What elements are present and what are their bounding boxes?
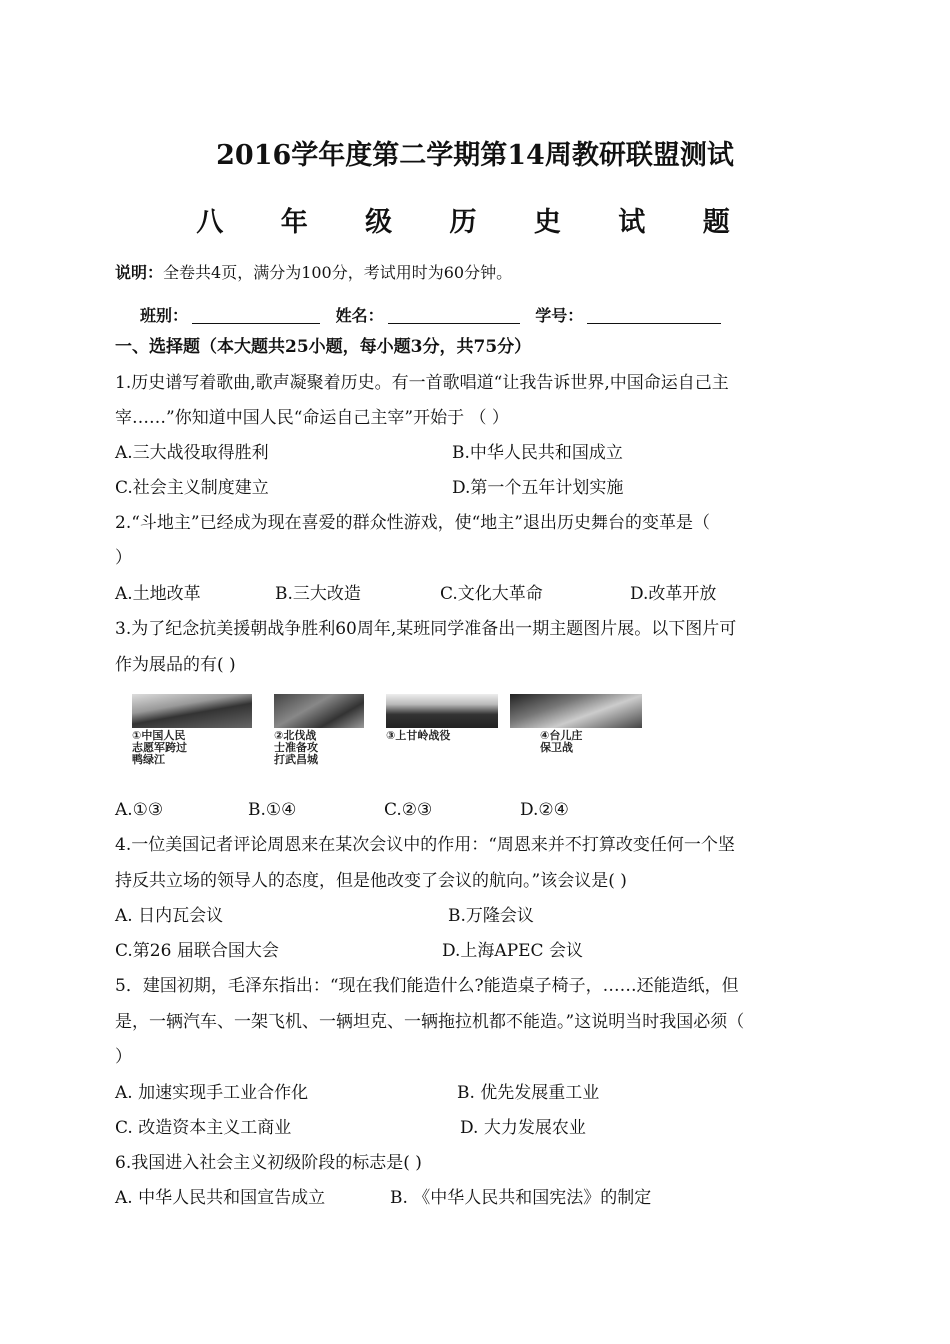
q3-line1: 3.为了纪念抗美援朝战争胜利60周年,某班同学准备出一期主题图片展。以下图片可 [115, 619, 737, 639]
exam-subtitle: 八 年 级 历 史 试 题 [196, 207, 754, 238]
q1-option-a: A.三大战役取得胜利 [115, 443, 269, 463]
q1-option-c: C.社会主义制度建立 [115, 478, 269, 498]
exam-title: 2016学年度第二学期第14周教研联盟测试 [216, 140, 734, 171]
q3-picture-3-caption: ③上甘岭战役 [386, 729, 451, 742]
q4-line1: 4.一位美国记者评论周恩来在某次会议中的作用：“周恩来并不打算改变任何一个坚 [115, 835, 735, 855]
q1-option-b: B.中华人民共和国成立 [452, 443, 623, 463]
q3-option-b: B.①④ [248, 800, 297, 820]
q6-option-b: B. 《中华人民共和国宪法》的制定 [390, 1188, 652, 1208]
instructions-text: 全卷共4页，满分为100分，考试用时为60分钟。 [163, 263, 513, 282]
q3-option-d: D.②④ [520, 800, 569, 820]
q5-line2: 是，一辆汽车、一架飞机、一辆坦克、一辆拖拉机都不能造。”这说明当时我国必须（ [115, 1012, 745, 1032]
q2-option-d: D.改革开放 [630, 584, 717, 604]
q2-option-b: B.三大改造 [275, 584, 361, 604]
id-field[interactable] [587, 307, 721, 324]
q4-option-c: C.第26 届联合国大会 [115, 941, 279, 961]
q1-option-d: D.第一个五年计划实施 [452, 478, 624, 498]
instructions [115, 262, 512, 284]
q4-option-b: B.万隆会议 [448, 906, 534, 926]
q3-picture-2 [274, 694, 364, 766]
q5-line3: ） [115, 1047, 132, 1067]
q3-picture-1 [132, 694, 252, 766]
q3-picture-strip [132, 694, 642, 764]
section-heading: 一、选择题（本大题共25小题，每小题3分，共75分） [115, 337, 532, 357]
class-label: 班别： [140, 306, 189, 325]
q5-line1: 5．建国初期，毛泽东指出：“现在我们能造什么?能造桌子椅子，……还能造纸，但 [115, 976, 739, 996]
name-label: 姓名： [335, 306, 384, 325]
q5-option-a: A. 加速实现手工业合作化 [115, 1083, 309, 1103]
q3-line2: 作为展品的有( ) [115, 655, 236, 675]
q6-option-a: A. 中华人民共和国宣告成立 [115, 1188, 326, 1208]
class-field[interactable] [192, 307, 320, 324]
q6-line1: 6.我国进入社会主义初级阶段的标志是( ) [115, 1153, 422, 1173]
q4-line2: 持反共立场的领导人的态度，但是他改变了会议的航向。”该会议是( ) [115, 871, 627, 891]
name-field[interactable] [388, 307, 520, 324]
q2-line2: ） [115, 548, 132, 568]
q5-option-d: D. 大力发展农业 [460, 1118, 586, 1138]
photo-image [274, 694, 364, 728]
id-label: 学号： [535, 306, 584, 325]
q3-picture-4 [510, 694, 642, 754]
q5-option-c: C. 改造资本主义工商业 [115, 1118, 292, 1138]
q3-picture-3 [386, 694, 498, 742]
q3-picture-2-caption: ②北伐战 士准备攻 打武昌城 [274, 729, 318, 766]
photo-image [132, 694, 252, 728]
q3-picture-1-caption: ①中国人民 志愿军跨过 鸭绿江 [132, 729, 187, 766]
q3-option-c: C.②③ [384, 800, 433, 820]
photo-image [510, 694, 642, 728]
q1-line1: 1.历史谱写着歌曲,歌声凝聚着历史。有一首歌唱道“让我告诉世界,中国命运自己主 [115, 373, 729, 393]
q2-option-c: C.文化大革命 [440, 584, 543, 604]
q4-option-a: A. 日内瓦会议 [115, 906, 224, 926]
q2-option-a: A.土地改革 [115, 584, 201, 604]
instructions-label: 说明： [115, 263, 164, 282]
photo-image [386, 694, 498, 728]
student-info-row [140, 303, 731, 326]
q3-picture-4-caption: ④台儿庄 保卫战 [540, 729, 583, 754]
q2-line1: 2.“斗地主”已经成为现在喜爱的群众性游戏，使“地主”退出历史舞台的变革是（ [115, 513, 710, 533]
q4-option-d: D.上海APEC 会议 [442, 941, 583, 961]
q1-line2: 宰……”你知道中国人民“命运自己主宰”开始于 （ ） [115, 408, 509, 428]
q5-option-b: B. 优先发展重工业 [457, 1083, 600, 1103]
q3-option-a: A.①③ [115, 800, 164, 820]
